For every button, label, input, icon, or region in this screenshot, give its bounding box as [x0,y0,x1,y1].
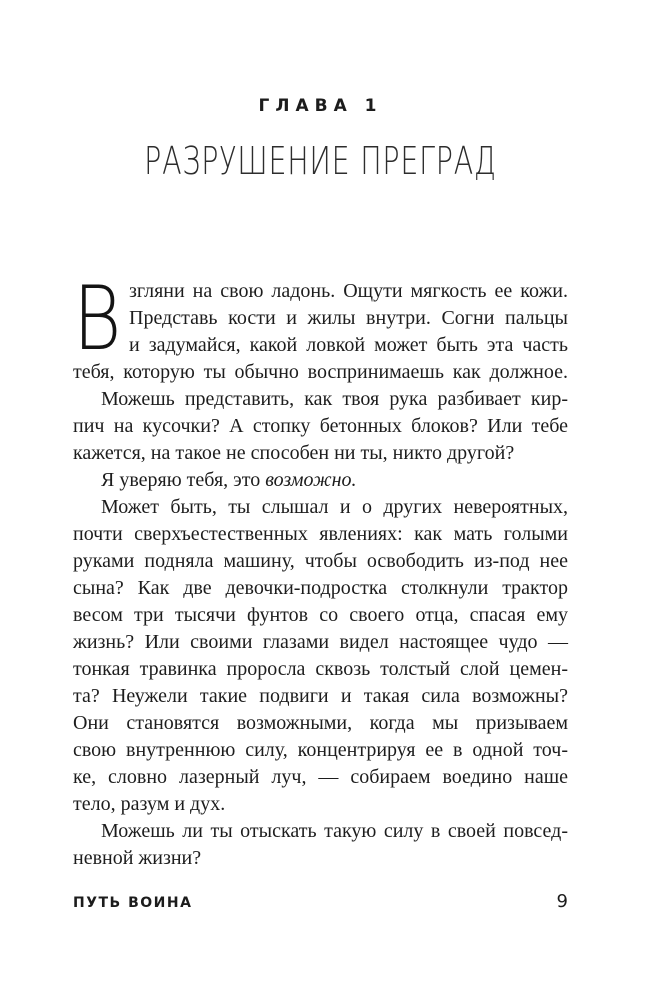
paragraph-5 [73,818,568,872]
text-line: невной жизни? [73,847,202,869]
text-line: Можешь ли ты отыскать такую силу в своей повсед- [101,820,568,842]
text-line: и задумайся, какой ловкой может быть эта часть [129,334,568,356]
text-line: свою внутреннюю силу, концентрируя ее в одной точ- [73,739,568,761]
text-line: тонкая травинка проросла сквозь толстый слой цемен- [73,658,568,680]
text-segment: Я уверяю тебя, это [101,469,266,491]
paragraph-1 [73,267,568,386]
text-line: тебя, которую ты обычно воспринимаешь как должное. [73,361,568,383]
chapter-title: РАЗРУШЕНИЕ ПРЕГРАД [144,139,497,183]
text-line: весом три тысячи фунтов со своего отца, спасая ему [73,604,568,626]
text-line: Представь кости и жилы внутри. Согни пальцы [129,307,568,329]
paragraph-4 [73,494,568,818]
paragraph-3 [73,467,568,494]
text-line: почти сверхъестественных явлениях: как мать голыми [73,523,568,545]
text-line: Они становятся возможными, когда мы призываем [73,712,568,734]
running-title: ПУТЬ ВОИНА [73,895,193,911]
drop-cap: В [73,267,122,370]
text-line: та? Неужели такие подвиги и такая сила возможны? [73,685,568,707]
body-text [73,267,568,872]
chapter-label: ГЛАВА 1 [258,96,383,116]
text-line: сына? Как две девочки-подростка столкнули трактор [73,577,568,599]
text-line: ке, словно лазерный луч, — собираем воедино наше [73,766,568,788]
text-line: згляни на свою ладонь. Ощути мягкость ее кожи. [129,280,568,302]
text-line: Можешь представить, как твоя рука разбивает кир- [101,388,568,410]
page-footer [73,891,568,912]
text-line: руками подняла машину, чтобы освободить из-под нее [73,550,568,572]
text-line: Может быть, ты слышал и о других невероятных, [101,496,568,518]
text-segment-italic: возможно. [265,469,357,491]
text-line: тело, разум и дух. [73,793,226,815]
chapter-header [73,96,568,183]
text-line [73,467,568,494]
text-line: кажется, на такое не способен ни ты, никто другой? [73,442,515,464]
text-line: пич на кусочки? А стопку бетонных блоков? Или тебе [73,415,568,437]
paragraph-2 [73,386,568,467]
page-number: 9 [556,891,568,912]
text-line: жизнь? Или своими глазами видел настоящее чудо — [73,631,568,653]
